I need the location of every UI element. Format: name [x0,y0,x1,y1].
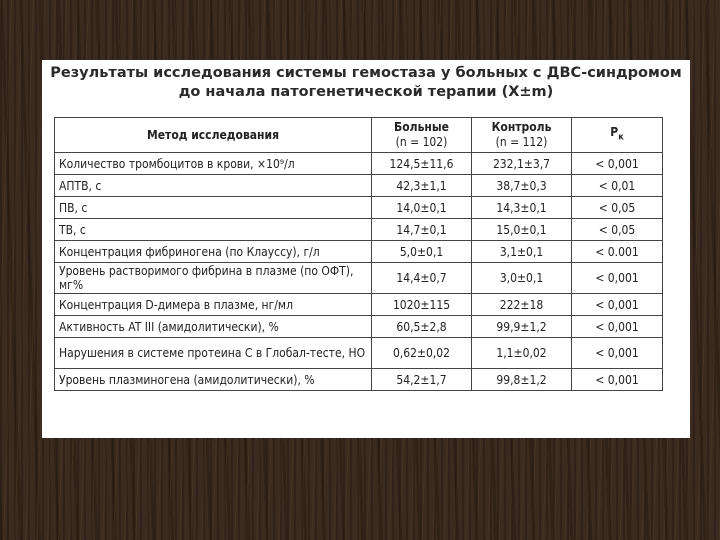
row-p: < 0,001 [572,294,663,316]
row-method: Концентрация фибриногена (по Клауссу), г/л [55,241,372,263]
row-patients: 124,5±11,6 [372,153,472,175]
row-method: Нарушения в системе протеина С в Глобал-тесте, НО [55,338,372,369]
row-control: 38,7±0,3 [472,175,572,197]
table-row [55,316,663,338]
row-patients: 14,7±0,1 [372,219,472,241]
row-method: Уровень растворимого фибрина в плазме (по ОФТ), мг% [55,263,372,294]
row-method: ТВ, с [55,219,372,241]
row-p: < 0.001 [572,241,663,263]
row-method: Активность AT III (амидолитически), % [55,316,372,338]
table-row [55,294,663,316]
table-title [42,64,690,102]
title-line-2: до начала патогенетической терапии (X±m) [178,84,554,100]
table-row [55,369,663,391]
row-p: < 0,001 [572,153,663,175]
row-control: 99,8±1,2 [472,369,572,391]
row-control: 1,1±0,02 [472,338,572,369]
table-row [55,175,663,197]
hemostasis-table [54,117,663,391]
row-p: < 0,001 [572,263,663,294]
row-p: < 0,001 [572,338,663,369]
row-control: 15,0±0,1 [472,219,572,241]
row-control: 3,0±0,1 [472,263,572,294]
row-patients: 1020±115 [372,294,472,316]
row-method: Количество тромбоцитов в крови, ×10⁹/л [55,153,372,175]
row-method: Уровень плазминогена (амидолитически), % [55,369,372,391]
header-p-sub: к [618,132,624,143]
header-p-main: P [610,124,619,139]
header-p [572,118,663,153]
row-patients: 0,62±0,02 [372,338,472,369]
header-row [55,118,663,153]
header-patients-label: Больные [394,120,449,134]
slide [42,60,690,438]
row-p: < 0,01 [572,175,663,197]
row-p: < 0,05 [572,197,663,219]
header-patients-n: (n = 102) [395,135,448,149]
table-row [55,338,663,369]
row-method: АПТВ, с [55,175,372,197]
row-p: < 0,001 [572,316,663,338]
row-method: Концентрация D-димера в плазме, нг/мл [55,294,372,316]
row-patients: 60,5±2,8 [372,316,472,338]
row-control: 14,3±0,1 [472,197,572,219]
row-patients: 54,2±1,7 [372,369,472,391]
header-control [472,118,572,153]
header-method: Метод исследования [55,118,372,153]
table-row [55,197,663,219]
header-patients [372,118,472,153]
row-patients: 14,0±0,1 [372,197,472,219]
table-row [55,153,663,175]
row-method: ПВ, с [55,197,372,219]
title-line-1: Результаты исследования системы гемостаза у больных с ДВС-синдромом [50,65,682,81]
header-control-n: (n = 112) [495,135,548,149]
row-control: 3,1±0,1 [472,241,572,263]
table-row [55,263,663,294]
header-control-label: Контроль [491,120,552,134]
row-patients: 42,3±1,1 [372,175,472,197]
row-p: < 0,05 [572,219,663,241]
row-p: < 0,001 [572,369,663,391]
table-row [55,219,663,241]
row-control: 222±18 [472,294,572,316]
row-control: 232,1±3,7 [472,153,572,175]
row-control: 99,9±1,2 [472,316,572,338]
row-patients: 5,0±0,1 [372,241,472,263]
table-row [55,241,663,263]
row-patients: 14,4±0,7 [372,263,472,294]
